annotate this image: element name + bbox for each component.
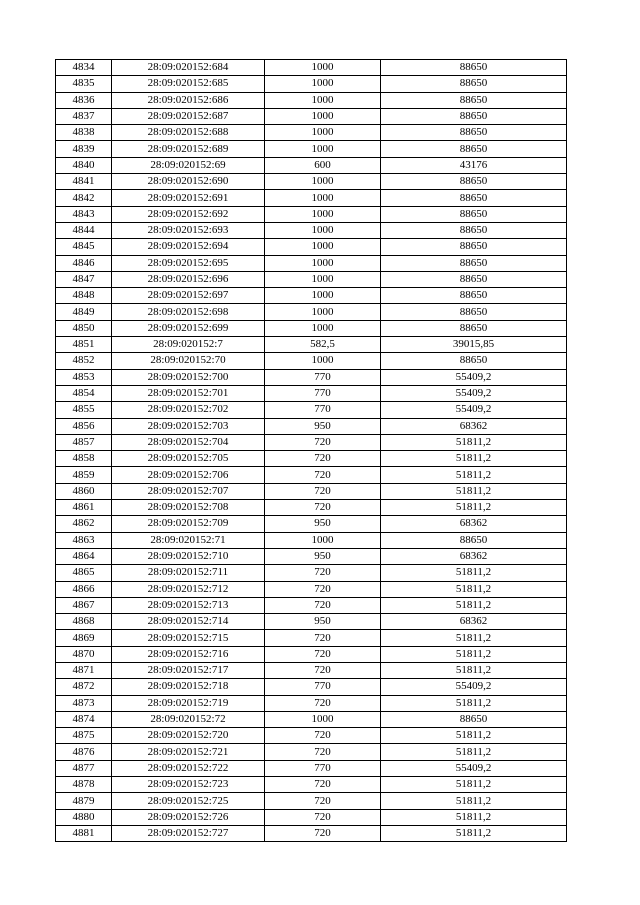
area-cell: 1000 bbox=[265, 222, 381, 238]
area-cell: 720 bbox=[265, 744, 381, 760]
cadastral-number-cell: 28:09:020152:726 bbox=[112, 809, 265, 825]
value-cell: 55409,2 bbox=[381, 760, 567, 776]
parcel-table-body bbox=[56, 60, 567, 842]
row-number-cell: 4870 bbox=[56, 646, 112, 662]
value-cell: 55409,2 bbox=[381, 385, 567, 401]
row-number-cell: 4849 bbox=[56, 304, 112, 320]
table-row bbox=[56, 614, 567, 630]
row-number-cell: 4838 bbox=[56, 125, 112, 141]
table-row bbox=[56, 255, 567, 271]
table-row bbox=[56, 548, 567, 564]
row-number-cell: 4863 bbox=[56, 532, 112, 548]
table-row bbox=[56, 809, 567, 825]
cadastral-number-cell: 28:09:020152:702 bbox=[112, 402, 265, 418]
cadastral-number-cell: 28:09:020152:711 bbox=[112, 565, 265, 581]
cadastral-number-cell: 28:09:020152:691 bbox=[112, 190, 265, 206]
row-number-cell: 4874 bbox=[56, 711, 112, 727]
area-cell: 720 bbox=[265, 777, 381, 793]
cadastral-number-cell: 28:09:020152:725 bbox=[112, 793, 265, 809]
table-row bbox=[56, 451, 567, 467]
row-number-cell: 4842 bbox=[56, 190, 112, 206]
cadastral-number-cell: 28:09:020152:698 bbox=[112, 304, 265, 320]
value-cell: 51811,2 bbox=[381, 630, 567, 646]
value-cell: 88650 bbox=[381, 288, 567, 304]
table-row bbox=[56, 271, 567, 287]
row-number-cell: 4876 bbox=[56, 744, 112, 760]
area-cell: 720 bbox=[265, 500, 381, 516]
table-row bbox=[56, 777, 567, 793]
table-row bbox=[56, 597, 567, 613]
table-row bbox=[56, 76, 567, 92]
row-number-cell: 4865 bbox=[56, 565, 112, 581]
value-cell: 88650 bbox=[381, 125, 567, 141]
row-number-cell: 4841 bbox=[56, 174, 112, 190]
value-cell: 51811,2 bbox=[381, 434, 567, 450]
cadastral-number-cell: 28:09:020152:685 bbox=[112, 76, 265, 92]
row-number-cell: 4853 bbox=[56, 369, 112, 385]
row-number-cell: 4878 bbox=[56, 777, 112, 793]
value-cell: 88650 bbox=[381, 353, 567, 369]
row-number-cell: 4837 bbox=[56, 108, 112, 124]
table-row bbox=[56, 157, 567, 173]
area-cell: 950 bbox=[265, 614, 381, 630]
table-row bbox=[56, 483, 567, 499]
row-number-cell: 4844 bbox=[56, 222, 112, 238]
value-cell: 88650 bbox=[381, 711, 567, 727]
value-cell: 68362 bbox=[381, 418, 567, 434]
table-row bbox=[56, 646, 567, 662]
cadastral-number-cell: 28:09:020152:715 bbox=[112, 630, 265, 646]
row-number-cell: 4834 bbox=[56, 60, 112, 76]
area-cell: 1000 bbox=[265, 141, 381, 157]
cadastral-number-cell: 28:09:020152:714 bbox=[112, 614, 265, 630]
cadastral-number-cell: 28:09:020152:720 bbox=[112, 728, 265, 744]
area-cell: 720 bbox=[265, 728, 381, 744]
cadastral-number-cell: 28:09:020152:688 bbox=[112, 125, 265, 141]
table-row bbox=[56, 581, 567, 597]
table-row bbox=[56, 304, 567, 320]
table-row bbox=[56, 92, 567, 108]
value-cell: 51811,2 bbox=[381, 565, 567, 581]
row-number-cell: 4867 bbox=[56, 597, 112, 613]
cadastral-number-cell: 28:09:020152:7 bbox=[112, 337, 265, 353]
row-number-cell: 4881 bbox=[56, 825, 112, 841]
area-cell: 950 bbox=[265, 418, 381, 434]
row-number-cell: 4860 bbox=[56, 483, 112, 499]
cadastral-number-cell: 28:09:020152:71 bbox=[112, 532, 265, 548]
area-cell: 720 bbox=[265, 451, 381, 467]
cadastral-number-cell: 28:09:020152:719 bbox=[112, 695, 265, 711]
area-cell: 1000 bbox=[265, 108, 381, 124]
table-row bbox=[56, 434, 567, 450]
table-row bbox=[56, 353, 567, 369]
area-cell: 720 bbox=[265, 809, 381, 825]
cadastral-number-cell: 28:09:020152:69 bbox=[112, 157, 265, 173]
table-row bbox=[56, 141, 567, 157]
value-cell: 88650 bbox=[381, 255, 567, 271]
table-row bbox=[56, 744, 567, 760]
table-row bbox=[56, 174, 567, 190]
row-number-cell: 4861 bbox=[56, 500, 112, 516]
area-cell: 1000 bbox=[265, 206, 381, 222]
value-cell: 68362 bbox=[381, 516, 567, 532]
cadastral-number-cell: 28:09:020152:701 bbox=[112, 385, 265, 401]
value-cell: 51811,2 bbox=[381, 793, 567, 809]
value-cell: 51811,2 bbox=[381, 744, 567, 760]
area-cell: 1000 bbox=[265, 60, 381, 76]
row-number-cell: 4880 bbox=[56, 809, 112, 825]
row-number-cell: 4873 bbox=[56, 695, 112, 711]
cadastral-number-cell: 28:09:020152:684 bbox=[112, 60, 265, 76]
value-cell: 51811,2 bbox=[381, 809, 567, 825]
row-number-cell: 4852 bbox=[56, 353, 112, 369]
cadastral-number-cell: 28:09:020152:686 bbox=[112, 92, 265, 108]
row-number-cell: 4848 bbox=[56, 288, 112, 304]
value-cell: 55409,2 bbox=[381, 679, 567, 695]
table-row bbox=[56, 679, 567, 695]
cadastral-number-cell: 28:09:020152:705 bbox=[112, 451, 265, 467]
value-cell: 88650 bbox=[381, 190, 567, 206]
cadastral-number-cell: 28:09:020152:709 bbox=[112, 516, 265, 532]
value-cell: 88650 bbox=[381, 108, 567, 124]
area-cell: 720 bbox=[265, 467, 381, 483]
value-cell: 68362 bbox=[381, 614, 567, 630]
area-cell: 1000 bbox=[265, 125, 381, 141]
area-cell: 720 bbox=[265, 825, 381, 841]
area-cell: 1000 bbox=[265, 711, 381, 727]
area-cell: 950 bbox=[265, 516, 381, 532]
area-cell: 720 bbox=[265, 630, 381, 646]
cadastral-number-cell: 28:09:020152:712 bbox=[112, 581, 265, 597]
value-cell: 51811,2 bbox=[381, 646, 567, 662]
value-cell: 51811,2 bbox=[381, 777, 567, 793]
table-row bbox=[56, 190, 567, 206]
table-row bbox=[56, 516, 567, 532]
value-cell: 51811,2 bbox=[381, 597, 567, 613]
table-row bbox=[56, 500, 567, 516]
cadastral-number-cell: 28:09:020152:713 bbox=[112, 597, 265, 613]
area-cell: 1000 bbox=[265, 271, 381, 287]
cadastral-number-cell: 28:09:020152:727 bbox=[112, 825, 265, 841]
value-cell: 55409,2 bbox=[381, 402, 567, 418]
value-cell: 51811,2 bbox=[381, 451, 567, 467]
area-cell: 1000 bbox=[265, 288, 381, 304]
value-cell: 88650 bbox=[381, 222, 567, 238]
cadastral-number-cell: 28:09:020152:697 bbox=[112, 288, 265, 304]
value-cell: 68362 bbox=[381, 548, 567, 564]
cadastral-number-cell: 28:09:020152:693 bbox=[112, 222, 265, 238]
cadastral-number-cell: 28:09:020152:722 bbox=[112, 760, 265, 776]
area-cell: 770 bbox=[265, 679, 381, 695]
row-number-cell: 4846 bbox=[56, 255, 112, 271]
cadastral-number-cell: 28:09:020152:695 bbox=[112, 255, 265, 271]
area-cell: 720 bbox=[265, 793, 381, 809]
cadastral-number-cell: 28:09:020152:703 bbox=[112, 418, 265, 434]
area-cell: 770 bbox=[265, 402, 381, 418]
table-row bbox=[56, 402, 567, 418]
cadastral-number-cell: 28:09:020152:694 bbox=[112, 239, 265, 255]
row-number-cell: 4869 bbox=[56, 630, 112, 646]
parcel-table bbox=[55, 59, 567, 842]
area-cell: 1000 bbox=[265, 255, 381, 271]
area-cell: 720 bbox=[265, 695, 381, 711]
area-cell: 1000 bbox=[265, 190, 381, 206]
table-row bbox=[56, 711, 567, 727]
area-cell: 720 bbox=[265, 581, 381, 597]
table-row bbox=[56, 222, 567, 238]
table-row bbox=[56, 239, 567, 255]
row-number-cell: 4866 bbox=[56, 581, 112, 597]
value-cell: 51811,2 bbox=[381, 500, 567, 516]
area-cell: 720 bbox=[265, 565, 381, 581]
value-cell: 88650 bbox=[381, 174, 567, 190]
row-number-cell: 4879 bbox=[56, 793, 112, 809]
cadastral-number-cell: 28:09:020152:707 bbox=[112, 483, 265, 499]
cadastral-number-cell: 28:09:020152:716 bbox=[112, 646, 265, 662]
row-number-cell: 4855 bbox=[56, 402, 112, 418]
area-cell: 1000 bbox=[265, 532, 381, 548]
table-row bbox=[56, 728, 567, 744]
area-cell: 770 bbox=[265, 369, 381, 385]
value-cell: 88650 bbox=[381, 76, 567, 92]
area-cell: 1000 bbox=[265, 320, 381, 336]
area-cell: 720 bbox=[265, 597, 381, 613]
table-row bbox=[56, 662, 567, 678]
value-cell: 51811,2 bbox=[381, 662, 567, 678]
cadastral-number-cell: 28:09:020152:708 bbox=[112, 500, 265, 516]
area-cell: 1000 bbox=[265, 92, 381, 108]
row-number-cell: 4875 bbox=[56, 728, 112, 744]
table-row bbox=[56, 467, 567, 483]
table-row bbox=[56, 532, 567, 548]
cadastral-number-cell: 28:09:020152:696 bbox=[112, 271, 265, 287]
cadastral-number-cell: 28:09:020152:704 bbox=[112, 434, 265, 450]
area-cell: 770 bbox=[265, 385, 381, 401]
table-row bbox=[56, 418, 567, 434]
table-row bbox=[56, 60, 567, 76]
area-cell: 720 bbox=[265, 483, 381, 499]
area-cell: 770 bbox=[265, 760, 381, 776]
cadastral-number-cell: 28:09:020152:699 bbox=[112, 320, 265, 336]
cadastral-number-cell: 28:09:020152:706 bbox=[112, 467, 265, 483]
row-number-cell: 4864 bbox=[56, 548, 112, 564]
table-row bbox=[56, 630, 567, 646]
area-cell: 720 bbox=[265, 662, 381, 678]
row-number-cell: 4857 bbox=[56, 434, 112, 450]
area-cell: 1000 bbox=[265, 76, 381, 92]
cadastral-number-cell: 28:09:020152:687 bbox=[112, 108, 265, 124]
row-number-cell: 4859 bbox=[56, 467, 112, 483]
value-cell: 88650 bbox=[381, 206, 567, 222]
value-cell: 88650 bbox=[381, 60, 567, 76]
cadastral-number-cell: 28:09:020152:723 bbox=[112, 777, 265, 793]
table-row bbox=[56, 206, 567, 222]
row-number-cell: 4877 bbox=[56, 760, 112, 776]
cadastral-number-cell: 28:09:020152:700 bbox=[112, 369, 265, 385]
table-row bbox=[56, 288, 567, 304]
table-row bbox=[56, 369, 567, 385]
cadastral-number-cell: 28:09:020152:689 bbox=[112, 141, 265, 157]
row-number-cell: 4839 bbox=[56, 141, 112, 157]
cadastral-number-cell: 28:09:020152:721 bbox=[112, 744, 265, 760]
table-row bbox=[56, 695, 567, 711]
row-number-cell: 4868 bbox=[56, 614, 112, 630]
cadastral-number-cell: 28:09:020152:690 bbox=[112, 174, 265, 190]
row-number-cell: 4854 bbox=[56, 385, 112, 401]
table-row bbox=[56, 108, 567, 124]
table-row bbox=[56, 825, 567, 841]
cadastral-number-cell: 28:09:020152:718 bbox=[112, 679, 265, 695]
row-number-cell: 4843 bbox=[56, 206, 112, 222]
table-row bbox=[56, 337, 567, 353]
value-cell: 88650 bbox=[381, 141, 567, 157]
area-cell: 720 bbox=[265, 646, 381, 662]
value-cell: 51811,2 bbox=[381, 825, 567, 841]
row-number-cell: 4862 bbox=[56, 516, 112, 532]
row-number-cell: 4850 bbox=[56, 320, 112, 336]
row-number-cell: 4851 bbox=[56, 337, 112, 353]
value-cell: 51811,2 bbox=[381, 695, 567, 711]
area-cell: 600 bbox=[265, 157, 381, 173]
table-row bbox=[56, 320, 567, 336]
area-cell: 1000 bbox=[265, 353, 381, 369]
row-number-cell: 4871 bbox=[56, 662, 112, 678]
row-number-cell: 4835 bbox=[56, 76, 112, 92]
value-cell: 39015,85 bbox=[381, 337, 567, 353]
row-number-cell: 4858 bbox=[56, 451, 112, 467]
value-cell: 88650 bbox=[381, 304, 567, 320]
table-row bbox=[56, 760, 567, 776]
cadastral-number-cell: 28:09:020152:710 bbox=[112, 548, 265, 564]
cadastral-number-cell: 28:09:020152:692 bbox=[112, 206, 265, 222]
value-cell: 88650 bbox=[381, 320, 567, 336]
table-row bbox=[56, 385, 567, 401]
value-cell: 51811,2 bbox=[381, 467, 567, 483]
value-cell: 43176 bbox=[381, 157, 567, 173]
area-cell: 1000 bbox=[265, 239, 381, 255]
row-number-cell: 4840 bbox=[56, 157, 112, 173]
table-row bbox=[56, 125, 567, 141]
area-cell: 1000 bbox=[265, 304, 381, 320]
cadastral-number-cell: 28:09:020152:717 bbox=[112, 662, 265, 678]
cadastral-number-cell: 28:09:020152:72 bbox=[112, 711, 265, 727]
row-number-cell: 4836 bbox=[56, 92, 112, 108]
row-number-cell: 4856 bbox=[56, 418, 112, 434]
value-cell: 51811,2 bbox=[381, 483, 567, 499]
value-cell: 51811,2 bbox=[381, 581, 567, 597]
row-number-cell: 4847 bbox=[56, 271, 112, 287]
area-cell: 1000 bbox=[265, 174, 381, 190]
value-cell: 88650 bbox=[381, 92, 567, 108]
area-cell: 720 bbox=[265, 434, 381, 450]
value-cell: 88650 bbox=[381, 532, 567, 548]
value-cell: 55409,2 bbox=[381, 369, 567, 385]
table-row bbox=[56, 565, 567, 581]
area-cell: 950 bbox=[265, 548, 381, 564]
value-cell: 51811,2 bbox=[381, 728, 567, 744]
table-row bbox=[56, 793, 567, 809]
value-cell: 88650 bbox=[381, 239, 567, 255]
row-number-cell: 4872 bbox=[56, 679, 112, 695]
area-cell: 582,5 bbox=[265, 337, 381, 353]
cadastral-number-cell: 28:09:020152:70 bbox=[112, 353, 265, 369]
value-cell: 88650 bbox=[381, 271, 567, 287]
row-number-cell: 4845 bbox=[56, 239, 112, 255]
